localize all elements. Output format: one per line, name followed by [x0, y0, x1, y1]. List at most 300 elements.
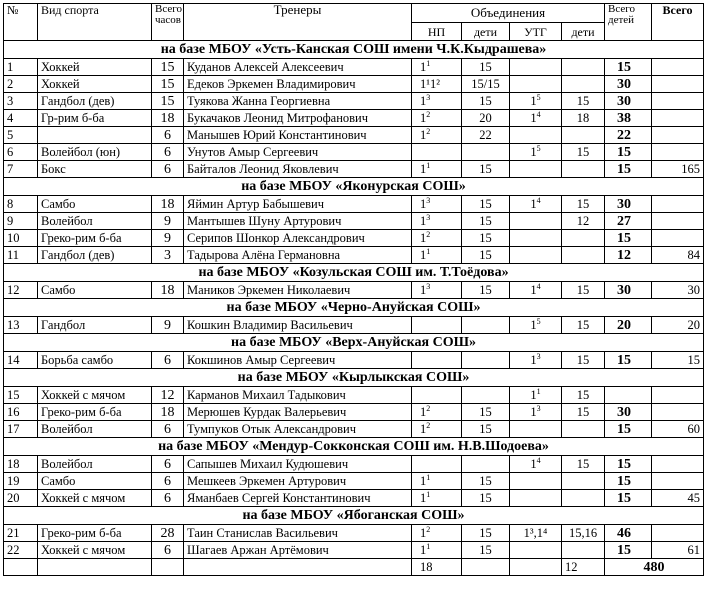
row-utg-superscript: 4 — [536, 281, 541, 291]
row-hours: 3 — [152, 247, 184, 264]
row-np — [412, 76, 462, 93]
row-np-value: 1¹1² — [420, 76, 440, 91]
row-np-superscript: 3 — [426, 212, 431, 222]
row-sport: Хоккей — [38, 59, 152, 76]
row-num: 5 — [4, 127, 38, 144]
table-row — [4, 421, 704, 438]
row-hours: 18 — [152, 404, 184, 421]
row-sport: Волейбол — [38, 213, 152, 230]
row-utg-children — [562, 76, 605, 93]
row-np-superscript: 1 — [426, 489, 431, 499]
table-row — [4, 213, 704, 230]
row-coach: Куданов Алексей Алексеевич — [184, 59, 412, 76]
row-total-children: 46 — [605, 525, 652, 542]
row-utg-value: 1 — [530, 456, 537, 471]
row-utg-children: 15,16 — [562, 525, 605, 542]
row-sport: Гр-рим б-ба — [38, 110, 152, 127]
row-np — [412, 456, 462, 473]
row-total — [652, 525, 704, 542]
row-utg — [510, 421, 562, 438]
row-utg-value: 1 — [530, 110, 537, 125]
row-total-children: 15 — [605, 421, 652, 438]
row-utg-children — [562, 490, 605, 507]
row-utg-children — [562, 127, 605, 144]
row-utg — [510, 213, 562, 230]
row-total — [652, 473, 704, 490]
table-row — [4, 352, 704, 369]
row-num: 22 — [4, 542, 38, 559]
row-utg-children: 15 — [562, 317, 605, 334]
row-hours: 9 — [152, 213, 184, 230]
row-num: 10 — [4, 230, 38, 247]
row-num: 15 — [4, 387, 38, 404]
row-np-children: 15 — [462, 247, 510, 264]
row-utg — [510, 352, 562, 369]
row-utg-children: 15 — [562, 144, 605, 161]
row-np-children: 22 — [462, 127, 510, 144]
row-total-children: 15 — [605, 542, 652, 559]
col-coach-header: Тренеры — [184, 4, 412, 41]
row-utg-children — [562, 230, 605, 247]
row-np-superscript: 1 — [426, 472, 431, 482]
section-title: на базе МБОУ «Кырлыкская СОШ» — [4, 369, 704, 387]
row-np — [412, 282, 462, 299]
row-utg-children: 15 — [562, 404, 605, 421]
col-num-header: № — [4, 4, 38, 41]
row-num: 11 — [4, 247, 38, 264]
row-total: 20 — [652, 317, 704, 334]
row-sport: Волейбол — [38, 456, 152, 473]
row-np-children: 15 — [462, 473, 510, 490]
row-utg — [510, 144, 562, 161]
section-title: на базе МБОУ «Козульская СОШ им. Т.Тоёдова» — [4, 264, 704, 282]
row-np-value: 1 — [420, 542, 427, 557]
row-coach: Тумпуков Отык Александрович — [184, 421, 412, 438]
col-hours-header: Всего часов — [152, 4, 184, 41]
row-utg-value: 1 — [530, 196, 537, 211]
row-hours: 6 — [152, 352, 184, 369]
row-num: 7 — [4, 161, 38, 178]
row-utg-value: 1 — [530, 144, 537, 159]
row-coach: Яймин Артур Бабышевич — [184, 196, 412, 213]
row-np-value: 1 — [420, 230, 427, 245]
row-utg-value: 1 — [530, 387, 537, 402]
row-utg — [510, 456, 562, 473]
row-np — [412, 110, 462, 127]
row-hours: 18 — [152, 196, 184, 213]
row-total-children: 15 — [605, 456, 652, 473]
row-num: 6 — [4, 144, 38, 161]
table-row — [4, 247, 704, 264]
row-np-children — [462, 144, 510, 161]
row-num: 18 — [4, 456, 38, 473]
row-coach: Кокшинов Амыр Сергеевич — [184, 352, 412, 369]
table-row — [4, 144, 704, 161]
sports-schedule-table — [3, 3, 704, 576]
row-coach: Таин Станислав Васильевич — [184, 525, 412, 542]
row-utg-superscript: 4 — [536, 195, 541, 205]
row-num: 19 — [4, 473, 38, 490]
row-utg-children — [562, 421, 605, 438]
row-utg — [510, 542, 562, 559]
row-num: 2 — [4, 76, 38, 93]
row-np-children: 15 — [462, 59, 510, 76]
row-np-children — [462, 317, 510, 334]
row-utg-value: 1 — [530, 317, 537, 332]
row-total — [652, 59, 704, 76]
row-sport: Гандбол — [38, 317, 152, 334]
row-hours: 6 — [152, 144, 184, 161]
section-title-row — [4, 438, 704, 456]
row-total — [652, 76, 704, 93]
row-utg — [510, 282, 562, 299]
row-hours: 6 — [152, 490, 184, 507]
footer-empty — [510, 559, 562, 576]
row-np — [412, 404, 462, 421]
row-np-superscript: 2 — [426, 524, 431, 534]
row-utg-superscript: 3 — [536, 403, 541, 413]
row-hours: 6 — [152, 161, 184, 178]
row-total: 61 — [652, 542, 704, 559]
row-utg — [510, 387, 562, 404]
row-np-superscript: 1 — [426, 160, 431, 170]
row-total — [652, 93, 704, 110]
row-total — [652, 387, 704, 404]
row-np — [412, 144, 462, 161]
row-np-superscript: 2 — [426, 229, 431, 239]
row-hours: 9 — [152, 317, 184, 334]
row-utg — [510, 317, 562, 334]
row-np-children: 15 — [462, 213, 510, 230]
row-np-children: 15 — [462, 404, 510, 421]
row-utg-value: 1³,1⁴ — [523, 525, 548, 540]
table-row — [4, 110, 704, 127]
row-np-value: 1 — [420, 59, 427, 74]
table-row — [4, 542, 704, 559]
section-title-row — [4, 299, 704, 317]
row-total-children: 30 — [605, 76, 652, 93]
row-hours: 12 — [152, 387, 184, 404]
row-sport: Борьба самбо — [38, 352, 152, 369]
section-title-row — [4, 507, 704, 525]
row-np-children — [462, 387, 510, 404]
row-utg-children — [562, 542, 605, 559]
row-sport: Бокс — [38, 161, 152, 178]
row-np-children: 15/15 — [462, 76, 510, 93]
row-coach: Туякова Жанна Георгиевна — [184, 93, 412, 110]
row-total-children: 20 — [605, 317, 652, 334]
row-np — [412, 490, 462, 507]
row-utg-children: 15 — [562, 387, 605, 404]
row-utg-superscript: 3 — [536, 351, 541, 361]
row-coach: Серипов Шонкор Александрович — [184, 230, 412, 247]
row-num: 13 — [4, 317, 38, 334]
row-total — [652, 144, 704, 161]
footer-empty — [462, 559, 510, 576]
row-utg — [510, 404, 562, 421]
row-sport: Гандбол (дев) — [38, 93, 152, 110]
row-utg-children — [562, 247, 605, 264]
row-utg — [510, 110, 562, 127]
row-total: 165 — [652, 161, 704, 178]
row-hours: 6 — [152, 127, 184, 144]
row-utg-children — [562, 473, 605, 490]
row-total-children: 38 — [605, 110, 652, 127]
row-utg-children: 12 — [562, 213, 605, 230]
row-np — [412, 161, 462, 178]
footer-empty — [152, 559, 184, 576]
row-num: 3 — [4, 93, 38, 110]
row-np-children: 15 — [462, 490, 510, 507]
row-total — [652, 456, 704, 473]
row-utg-superscript: 4 — [536, 455, 541, 465]
row-np — [412, 473, 462, 490]
row-total-children: 15 — [605, 161, 652, 178]
row-np-children: 15 — [462, 93, 510, 110]
section-title: на базе МБОУ «Яконурская СОШ» — [4, 178, 704, 196]
row-np-value: 1 — [420, 247, 427, 262]
row-np-value: 1 — [420, 213, 427, 228]
row-np-children: 15 — [462, 161, 510, 178]
table-row — [4, 282, 704, 299]
row-coach: Шагаев Аржан Артёмович — [184, 542, 412, 559]
row-sport: Самбо — [38, 473, 152, 490]
row-utg-children: 18 — [562, 110, 605, 127]
table-row — [4, 76, 704, 93]
row-coach: Тадырова Алёна Германовна — [184, 247, 412, 264]
row-np-superscript: 2 — [426, 109, 431, 119]
row-np-value: 1 — [420, 473, 427, 488]
row-sport: Хоккей с мячом — [38, 490, 152, 507]
row-utg — [510, 161, 562, 178]
footer-np-total: 18 — [412, 559, 462, 576]
section-title: на базе МБОУ «Усть-Канская СОШ имени Ч.К.Кыдрашева» — [4, 41, 704, 59]
row-utg — [510, 473, 562, 490]
table-row — [4, 456, 704, 473]
row-np-superscript: 1 — [426, 246, 431, 256]
row-np — [412, 230, 462, 247]
row-total: 30 — [652, 282, 704, 299]
col-np-header: НП — [412, 23, 462, 41]
table-row — [4, 317, 704, 334]
col-utg-children-header: дети — [562, 23, 605, 41]
footer-empty — [184, 559, 412, 576]
col-utg-header: УТГ — [510, 23, 562, 41]
row-utg — [510, 230, 562, 247]
row-num: 9 — [4, 213, 38, 230]
row-np — [412, 525, 462, 542]
section-title-row — [4, 264, 704, 282]
row-hours: 15 — [152, 76, 184, 93]
row-coach: Маников Эркемен Николаевич — [184, 282, 412, 299]
row-num: 12 — [4, 282, 38, 299]
row-num: 17 — [4, 421, 38, 438]
row-np-value: 1 — [420, 525, 427, 540]
row-num: 14 — [4, 352, 38, 369]
row-utg-children: 15 — [562, 282, 605, 299]
footer-utg-children-total: 12 — [562, 559, 605, 576]
section-title-row — [4, 178, 704, 196]
row-utg-superscript: 1 — [536, 386, 541, 396]
row-num: 21 — [4, 525, 38, 542]
row-utg-value: 1 — [530, 404, 537, 419]
section-title: на базе МБОУ «Черно-Ануйская СОШ» — [4, 299, 704, 317]
col-np-children-header: дети — [462, 23, 510, 41]
col-total-header: Всего — [652, 4, 704, 41]
row-np-value: 1 — [420, 282, 427, 297]
row-total-children: 30 — [605, 282, 652, 299]
row-coach: Сапышев Михаил Кудюшевич — [184, 456, 412, 473]
row-sport: Хоккей — [38, 76, 152, 93]
row-coach: Букачаков Леонид Митрофанович — [184, 110, 412, 127]
row-np — [412, 387, 462, 404]
row-np — [412, 196, 462, 213]
row-utg-superscript: 5 — [536, 143, 541, 153]
row-utg-value: 1 — [530, 93, 537, 108]
row-np-children: 15 — [462, 230, 510, 247]
row-utg-value: 1 — [530, 282, 537, 297]
row-total-children: 15 — [605, 473, 652, 490]
row-hours: 6 — [152, 456, 184, 473]
row-sport: Хоккей с мячом — [38, 387, 152, 404]
table-row — [4, 59, 704, 76]
row-utg — [510, 490, 562, 507]
table-row — [4, 230, 704, 247]
row-hours: 18 — [152, 110, 184, 127]
row-total: 60 — [652, 421, 704, 438]
row-num: 16 — [4, 404, 38, 421]
row-np — [412, 247, 462, 264]
row-utg-children — [562, 59, 605, 76]
row-total — [652, 213, 704, 230]
row-coach: Байталов Леонид Яковлевич — [184, 161, 412, 178]
row-np — [412, 213, 462, 230]
row-np — [412, 93, 462, 110]
row-np-value: 1 — [420, 93, 427, 108]
row-sport: Самбо — [38, 196, 152, 213]
row-np-superscript: 1 — [426, 58, 431, 68]
row-np-superscript: 2 — [426, 420, 431, 430]
row-np-children: 20 — [462, 110, 510, 127]
row-total-children: 30 — [605, 196, 652, 213]
section-title: на базе МБОУ «Верх-Ануйская СОШ» — [4, 334, 704, 352]
col-associations-header: Объединения — [412, 4, 605, 23]
row-utg-superscript: 5 — [536, 316, 541, 326]
row-utg-children — [562, 161, 605, 178]
row-utg-superscript: 5 — [536, 92, 541, 102]
row-sport — [38, 127, 152, 144]
row-total-children: 27 — [605, 213, 652, 230]
row-np — [412, 127, 462, 144]
row-utg-superscript: 4 — [536, 109, 541, 119]
row-num: 4 — [4, 110, 38, 127]
row-utg — [510, 76, 562, 93]
row-np-value: 1 — [420, 127, 427, 142]
row-num: 20 — [4, 490, 38, 507]
row-utg — [510, 59, 562, 76]
row-sport: Хоккей с мячом — [38, 542, 152, 559]
row-total — [652, 404, 704, 421]
row-np-value: 1 — [420, 110, 427, 125]
row-total-children — [605, 387, 652, 404]
row-np-superscript: 3 — [426, 195, 431, 205]
row-np-children: 15 — [462, 525, 510, 542]
row-np — [412, 421, 462, 438]
row-coach: Мантышев Шуну Артурович — [184, 213, 412, 230]
row-np-superscript: 2 — [426, 126, 431, 136]
row-np-children: 15 — [462, 282, 510, 299]
row-utg-value: 1 — [530, 352, 537, 367]
footer-empty — [4, 559, 38, 576]
row-np-value: 1 — [420, 161, 427, 176]
section-title: на базе МБОУ «Мендур-Сокконская СОШ им. Н.В.Шодоева» — [4, 438, 704, 456]
row-total-children: 30 — [605, 404, 652, 421]
row-utg — [510, 196, 562, 213]
row-np-children: 15 — [462, 542, 510, 559]
row-utg-children: 15 — [562, 196, 605, 213]
row-total — [652, 127, 704, 144]
section-title-row — [4, 41, 704, 59]
row-total-children: 15 — [605, 230, 652, 247]
section-title-row — [4, 334, 704, 352]
row-utg — [510, 525, 562, 542]
row-total-children: 30 — [605, 93, 652, 110]
row-total-children: 15 — [605, 490, 652, 507]
row-total-children: 22 — [605, 127, 652, 144]
row-total-children: 15 — [605, 144, 652, 161]
row-total — [652, 230, 704, 247]
row-coach: Унутов Амыр Сергеевич — [184, 144, 412, 161]
row-total-children: 15 — [605, 352, 652, 369]
row-sport: Греко-рим б-ба — [38, 404, 152, 421]
row-np-value: 1 — [420, 490, 427, 505]
row-np-children — [462, 352, 510, 369]
row-utg — [510, 93, 562, 110]
row-hours: 28 — [152, 525, 184, 542]
table-row — [4, 490, 704, 507]
row-utg — [510, 127, 562, 144]
row-np-value: 1 — [420, 421, 427, 436]
row-num: 1 — [4, 59, 38, 76]
row-utg-children: 15 — [562, 93, 605, 110]
row-coach: Кошкин Владимир Васильевич — [184, 317, 412, 334]
row-sport: Греко-рим б-ба — [38, 525, 152, 542]
row-np-superscript: 2 — [426, 403, 431, 413]
row-np — [412, 542, 462, 559]
row-total: 84 — [652, 247, 704, 264]
row-sport: Самбо — [38, 282, 152, 299]
col-total-children-header: Всего детей — [605, 4, 652, 41]
row-np-value: 1 — [420, 404, 427, 419]
row-np-children — [462, 456, 510, 473]
row-hours: 15 — [152, 59, 184, 76]
footer-grand-total: 480 — [605, 559, 704, 576]
row-utg — [510, 247, 562, 264]
row-sport: Гандбол (дев) — [38, 247, 152, 264]
row-utg-children: 15 — [562, 456, 605, 473]
section-title: на базе МБОУ «Ябоганская СОШ» — [4, 507, 704, 525]
table-row — [4, 525, 704, 542]
row-hours: 15 — [152, 93, 184, 110]
row-coach: Едеков Эркемен Владимирович — [184, 76, 412, 93]
row-hours: 18 — [152, 282, 184, 299]
table-row — [4, 196, 704, 213]
row-np — [412, 317, 462, 334]
row-np-superscript: 3 — [426, 281, 431, 291]
row-hours: 6 — [152, 542, 184, 559]
table-row — [4, 404, 704, 421]
row-hours: 6 — [152, 421, 184, 438]
